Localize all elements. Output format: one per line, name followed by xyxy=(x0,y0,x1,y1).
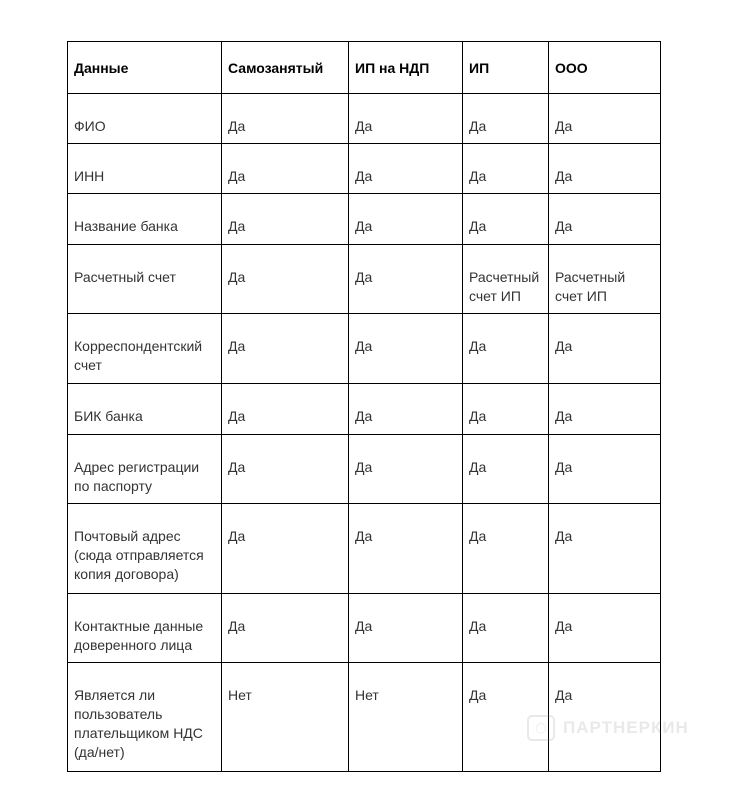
row-label: Почтовый адрес (сюда отправляется копия договора) xyxy=(68,504,222,594)
cell: Да xyxy=(549,194,661,245)
cell: Да xyxy=(349,314,463,384)
cell: Да xyxy=(222,194,349,245)
cell: Да xyxy=(349,435,463,504)
table-row xyxy=(68,504,661,594)
cell: Да xyxy=(222,94,349,144)
cell: Да xyxy=(222,594,349,663)
cell: Да xyxy=(222,144,349,194)
header-self-employed: Самозанятый xyxy=(222,42,349,94)
table-row xyxy=(68,245,661,314)
cell: Да xyxy=(463,594,549,663)
row-label: Контактные данные доверенного лица xyxy=(68,594,222,663)
cell: Да xyxy=(349,594,463,663)
cell: Да xyxy=(349,384,463,435)
table-row xyxy=(68,94,661,144)
table-row xyxy=(68,435,661,504)
cell: Да xyxy=(222,504,349,594)
row-label: Адрес регистрации по паспорту xyxy=(68,435,222,504)
table-row xyxy=(68,663,661,772)
row-label: Расчетный счет xyxy=(68,245,222,314)
cell: Да xyxy=(549,314,661,384)
header-data: Данные xyxy=(68,42,222,94)
cell: Нет xyxy=(349,663,463,772)
table-row xyxy=(68,144,661,194)
cell: Да xyxy=(463,384,549,435)
cell: Да xyxy=(349,194,463,245)
cell: Да xyxy=(463,144,549,194)
cell: Да xyxy=(549,384,661,435)
header-ip: ИП xyxy=(463,42,549,94)
cell: Да xyxy=(463,663,549,772)
cell: Да xyxy=(349,504,463,594)
cell: Да xyxy=(549,504,661,594)
cell: Да xyxy=(222,245,349,314)
cell: Да xyxy=(222,314,349,384)
cell: Да xyxy=(222,435,349,504)
row-label: Является ли пользователь плательщиком НДС (да/нет) xyxy=(68,663,222,772)
table-row xyxy=(68,194,661,245)
cell: Да xyxy=(549,594,661,663)
cell: Да xyxy=(549,663,661,772)
cell: Да xyxy=(349,94,463,144)
cell: Да xyxy=(463,194,549,245)
row-label: БИК банка xyxy=(68,384,222,435)
watermark-text: ПАРТНЕРКИН xyxy=(563,718,689,737)
table-row xyxy=(68,594,661,663)
table-row xyxy=(68,314,661,384)
cell: Да xyxy=(222,384,349,435)
cell: Да xyxy=(463,314,549,384)
cell: Да xyxy=(463,94,549,144)
comparison-table xyxy=(67,41,661,772)
cell: Да xyxy=(349,245,463,314)
cell: Нет xyxy=(222,663,349,772)
table-row xyxy=(68,384,661,435)
header-ooo: ООО xyxy=(549,42,661,94)
cell: Да xyxy=(463,504,549,594)
row-label: ИНН xyxy=(68,144,222,194)
row-label: Корреспондентский счет xyxy=(68,314,222,384)
header-ip-ndp: ИП на НДП xyxy=(349,42,463,94)
chat-bubble-icon: ◯ xyxy=(527,715,555,741)
cell: Да xyxy=(549,144,661,194)
row-label: ФИО xyxy=(68,94,222,144)
cell: Да xyxy=(549,435,661,504)
cell: Расчетный счет ИП xyxy=(549,245,661,314)
cell: Да xyxy=(463,435,549,504)
table-header-row xyxy=(68,42,661,94)
cell: Да xyxy=(549,94,661,144)
cell: Расчетный счет ИП xyxy=(463,245,549,314)
row-label: Название банка xyxy=(68,194,222,245)
cell: Да xyxy=(349,144,463,194)
